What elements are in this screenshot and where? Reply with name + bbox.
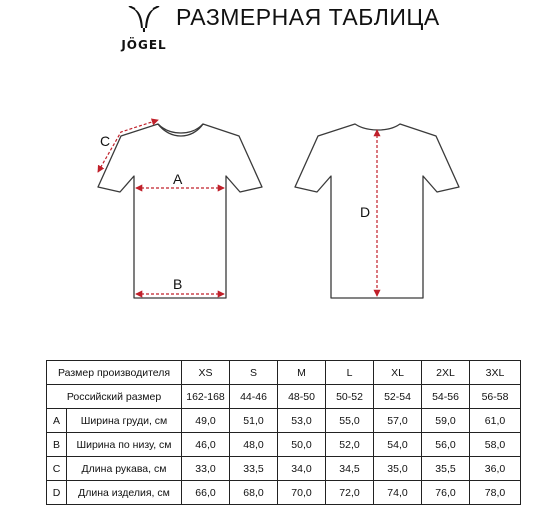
table-row-russian-size: [47, 385, 521, 409]
size-l: L: [326, 361, 374, 385]
table-row-chest-width: [47, 409, 521, 433]
manufacturer-size-header: Размер производителя: [47, 361, 182, 385]
size-m: M: [278, 361, 326, 385]
row-label: Ширина груди, см: [67, 409, 182, 433]
table-cell: 57,0: [374, 409, 422, 433]
label-b: B: [173, 276, 183, 292]
page-title: РАЗМЕРНАЯ ТАБЛИЦА: [176, 4, 440, 30]
table-row-sleeve-length: [47, 457, 521, 481]
label-c: C: [100, 133, 111, 149]
table-cell: 36,0: [470, 457, 521, 481]
table-cell: 70,0: [278, 481, 326, 505]
label-d: D: [360, 204, 371, 220]
row-letter: C: [47, 457, 67, 481]
label-a: A: [173, 171, 183, 187]
table-cell: 52-54: [374, 385, 422, 409]
size-s: S: [230, 361, 278, 385]
table-cell: 56-58: [470, 385, 521, 409]
row-label: Ширина по низу, см: [67, 433, 182, 457]
size-2xl: 2XL: [422, 361, 470, 385]
row-label: Длина изделия, см: [67, 481, 182, 505]
table-cell: 52,0: [326, 433, 374, 457]
row-letter: D: [47, 481, 67, 505]
tshirt-diagram: [0, 60, 560, 360]
table-row-hem-width: [47, 433, 521, 457]
table-cell: 53,0: [278, 409, 326, 433]
russian-size-header: Российский размер: [47, 385, 182, 409]
table-cell: 78,0: [470, 481, 521, 505]
table-cell: 33,5: [230, 457, 278, 481]
table-cell: 54,0: [374, 433, 422, 457]
table-cell: 50,0: [278, 433, 326, 457]
table-cell: 34,5: [326, 457, 374, 481]
table-cell: 56,0: [422, 433, 470, 457]
table-cell: 35,5: [422, 457, 470, 481]
table-cell: 74,0: [374, 481, 422, 505]
table-cell: 55,0: [326, 409, 374, 433]
size-xs: XS: [182, 361, 230, 385]
table-cell: 58,0: [470, 433, 521, 457]
row-letter: A: [47, 409, 67, 433]
table-cell: 162-168: [182, 385, 230, 409]
size-3xl: 3XL: [470, 361, 521, 385]
table-cell: 59,0: [422, 409, 470, 433]
table-cell: 76,0: [422, 481, 470, 505]
jogel-logo-icon: [126, 6, 162, 36]
table-cell: 51,0: [230, 409, 278, 433]
table-cell: 48-50: [278, 385, 326, 409]
table-cell: 68,0: [230, 481, 278, 505]
table-cell: 66,0: [182, 481, 230, 505]
logo-wordmark: JÖGEL: [121, 38, 167, 52]
tshirt-front-outline: [98, 124, 262, 298]
table-cell: 72,0: [326, 481, 374, 505]
size-table: [46, 360, 521, 505]
table-cell: 34,0: [278, 457, 326, 481]
row-letter: B: [47, 433, 67, 457]
table-cell: 49,0: [182, 409, 230, 433]
table-cell: 44-46: [230, 385, 278, 409]
table-row-manufacturer-size: [47, 361, 521, 385]
table-cell: 35,0: [374, 457, 422, 481]
table-cell: 48,0: [230, 433, 278, 457]
table-cell: 54-56: [422, 385, 470, 409]
size-xl: XL: [374, 361, 422, 385]
table-cell: 33,0: [182, 457, 230, 481]
table-cell: 50-52: [326, 385, 374, 409]
table-row-garment-length: [47, 481, 521, 505]
brand-logo: [112, 6, 176, 54]
row-label: Длина рукава, см: [67, 457, 182, 481]
table-cell: 46,0: [182, 433, 230, 457]
table-cell: 61,0: [470, 409, 521, 433]
